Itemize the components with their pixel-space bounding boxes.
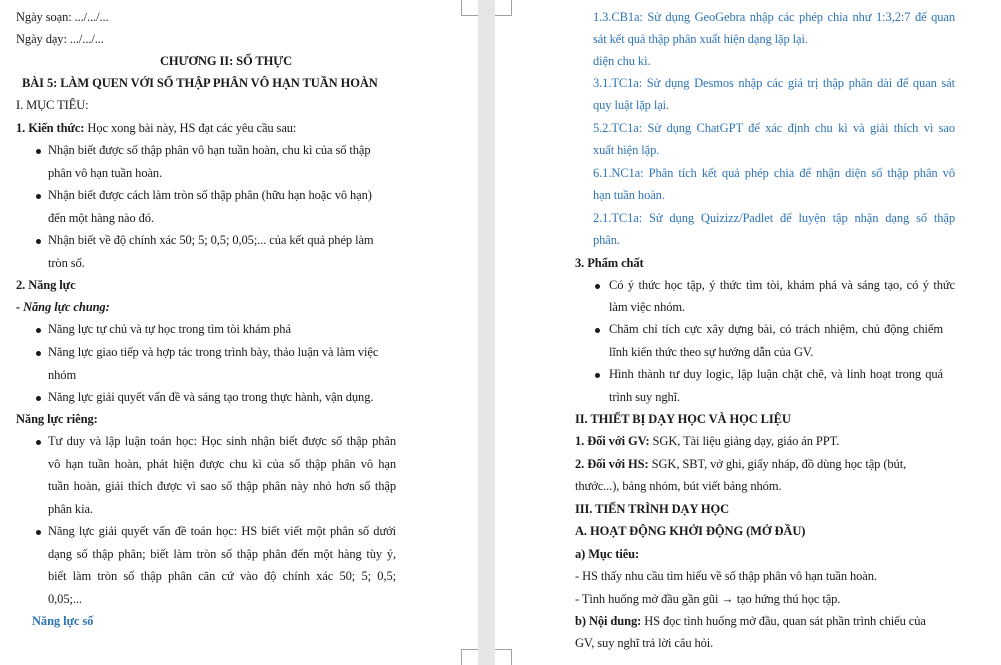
list-item-text: dạng số thập phân; biết làm tròn số thập phân đến một hàng tùy ý, bbox=[48, 547, 396, 561]
bullet-icon bbox=[36, 328, 41, 333]
crop-mark bbox=[461, 0, 478, 16]
document-page-right bbox=[495, 0, 1001, 665]
digital-skill-text: sát kết quả thập phân xuất hiện dạng lặp lại. bbox=[593, 32, 808, 46]
noi-dung-line-2: GV, suy nghĩ trả lời câu hỏi. bbox=[575, 636, 714, 650]
bullet-icon bbox=[36, 149, 41, 154]
section-heading: III. TIẾN TRÌNH DẠY HỌC bbox=[575, 502, 730, 516]
list-item-text: Chăm chỉ tích cực xây dựng bài, có trách nhiệm, chủ động chiếm bbox=[609, 322, 943, 336]
list-item-text: biết làm tròn số thập phân căn cứ vào độ chính xác 50; 5; 0,5; bbox=[48, 569, 396, 583]
list-item-text: Năng lực giải quyết vấn đề và sáng tạo trong thực hành, vận dụng. bbox=[48, 390, 374, 404]
bullet-icon bbox=[36, 239, 41, 244]
bullet-icon bbox=[36, 351, 41, 356]
gv-line bbox=[575, 434, 839, 449]
digital-skill-text: diện chu kì. bbox=[593, 54, 651, 68]
kien-thuc-label: 1. Kiến thức: bbox=[16, 121, 85, 135]
bullet-icon bbox=[36, 440, 41, 445]
hs-line-2: thước...), bảng nhóm, bút viết bảng nhóm. bbox=[575, 479, 782, 493]
list-item-text: Có ý thức học tập, ý thức tìm tòi, khám phá và sáng tạo, có ý thức bbox=[609, 278, 955, 292]
section-subheading: a) Mục tiêu: bbox=[575, 547, 640, 561]
bullet-icon bbox=[36, 530, 41, 535]
hs-text: SGK, SBT, vở ghi, giấy nháp, đồ dùng học tập (bút, bbox=[651, 457, 907, 471]
page-gutter bbox=[478, 0, 495, 665]
digital-skill-text: phân. bbox=[593, 233, 620, 247]
list-item-text: Tư duy và lập luận toán học: Học sinh nhận biết được số thập phân bbox=[48, 434, 396, 448]
noi-dung-label: b) Nội dung: bbox=[575, 614, 642, 628]
section-heading: 2. Năng lực bbox=[16, 278, 76, 292]
hs-line bbox=[575, 457, 906, 472]
list-item-text: Hình thành tư duy logic, lập luận chặt chẽ, và linh hoạt trong quá bbox=[609, 367, 943, 381]
bullet-icon bbox=[36, 194, 41, 199]
goal-line: - HS thấy nhu cầu tìm hiểu về số thập phân vô hạn tuần hoàn. bbox=[575, 569, 877, 583]
section-heading: I. MỤC TIÊU: bbox=[16, 98, 89, 112]
lesson-title: BÀI 5: LÀM QUEN VỚI SỐ THẬP PHÂN VÔ HẠN TUẦN HOÀN bbox=[22, 76, 378, 90]
list-item-text: đến một hàng nào đó. bbox=[48, 211, 154, 225]
bullet-icon bbox=[595, 284, 600, 289]
hs-label: 2. Đối với HS: bbox=[575, 457, 649, 471]
list-item-text: Năng lực giải quyết vấn đề toán học: HS biết viết một phân số dưới bbox=[48, 524, 396, 538]
digital-skill-text: 3.1.TC1a: Sử dụng Desmos nhập các giá trị thập phân dài để quan sát bbox=[593, 76, 955, 90]
list-item-text: phân vô hạn tuần hoàn. bbox=[48, 166, 163, 180]
list-item-text: lĩnh kiến thức theo sự hướng dẫn của GV. bbox=[609, 345, 814, 359]
list-item-text: vô hạn tuần hoàn, phát hiện được chu kì của số thập phân vô hạn bbox=[48, 457, 396, 471]
list-item-text: Nhận biết được cách làm tròn số thập phân (hữu hạn hoặc vô hạn) bbox=[48, 188, 372, 202]
digital-skill-text: 6.1.NC1a: Phân tích kết quả phép chia để nhận diện số thập phân vô bbox=[593, 166, 955, 180]
kien-thuc-line bbox=[16, 121, 296, 136]
list-item-text: trình suy nghĩ. bbox=[609, 390, 681, 404]
gv-label: 1. Đối với GV: bbox=[575, 434, 650, 448]
digital-skill-text: 5.2.TC1a: Sử dụng ChatGPT để xác định chu kì và giải thích vì sao bbox=[593, 121, 955, 135]
bullet-icon bbox=[595, 328, 600, 333]
section-subheading: - Năng lực chung: bbox=[16, 300, 110, 314]
chapter-title: CHƯƠNG II: SỐ THỰC bbox=[159, 54, 293, 68]
section-subheading: A. HOẠT ĐỘNG KHỞI ĐỘNG (MỞ ĐẦU) bbox=[575, 524, 806, 538]
bullet-icon bbox=[36, 396, 41, 401]
digital-skill-text: hạn tuần hoàn. bbox=[593, 188, 665, 202]
list-item-text: 0,05;... bbox=[48, 592, 82, 606]
goal-line: - Tình huống mở đầu gần gũi → tạo hứng thú học tập. bbox=[575, 592, 841, 606]
crop-mark bbox=[495, 649, 512, 665]
crop-mark bbox=[461, 649, 478, 665]
list-item-text: làm việc nhóm. bbox=[609, 300, 686, 314]
digital-skill-text: 2.1.TC1a: Sử dụng Quizizz/Padlet để luyện tập nhận dạng số thập bbox=[593, 211, 955, 225]
noi-dung-line bbox=[575, 614, 926, 629]
section-subheading: Năng lực số bbox=[32, 614, 94, 628]
section-heading: II. THIẾT BỊ DẠY HỌC VÀ HỌC LIỆU bbox=[575, 412, 791, 426]
digital-skill-text: xuất hiện lặp. bbox=[593, 143, 660, 157]
list-item-text: phân kia. bbox=[48, 502, 93, 516]
bullet-icon bbox=[595, 373, 600, 378]
gv-text: SGK, Tài liệu giảng dạy, giáo án PPT. bbox=[652, 434, 840, 448]
list-item-text: Năng lực giao tiếp và hợp tác trong trình bày, thảo luận và làm việc bbox=[48, 345, 379, 359]
document-page-left bbox=[0, 0, 478, 665]
list-item-text: nhóm bbox=[48, 368, 77, 382]
list-item-text: tuần hoàn, giải thích được vì sao số thập phân này nhỏ hơn số thập bbox=[48, 479, 396, 493]
list-item-text: Nhận biết về độ chính xác 50; 5; 0,5; 0,05;... của kết quả phép làm bbox=[48, 233, 374, 247]
list-item-text: Năng lực tự chủ và tự học trong tìm tòi khám phá bbox=[48, 322, 291, 336]
list-item-text: tròn số. bbox=[48, 256, 85, 270]
section-subheading: Năng lực riêng: bbox=[16, 412, 98, 426]
list-item-text: Nhận biết được số thập phân vô hạn tuần hoàn, chu kì của số thập bbox=[48, 143, 371, 157]
section-heading: 3. Phẩm chất bbox=[575, 256, 644, 270]
digital-skill-text: quy luật lặp lại. bbox=[593, 98, 670, 112]
ngay-soan: Ngày soạn: .../.../... bbox=[16, 10, 109, 24]
kien-thuc-text: Học xong bài này, HS đạt các yêu cầu sau: bbox=[87, 121, 297, 135]
noi-dung-text: HS đọc tình huống mở đầu, quan sát phần trình chiếu của bbox=[644, 614, 926, 628]
digital-skill-text: 1.3.CB1a: Sử dụng GeoGebra nhập các phép chia như 1:3,2:7 để quan bbox=[593, 10, 955, 24]
ngay-day: Ngày dạy: .../.../... bbox=[16, 32, 104, 46]
crop-mark bbox=[495, 0, 512, 16]
